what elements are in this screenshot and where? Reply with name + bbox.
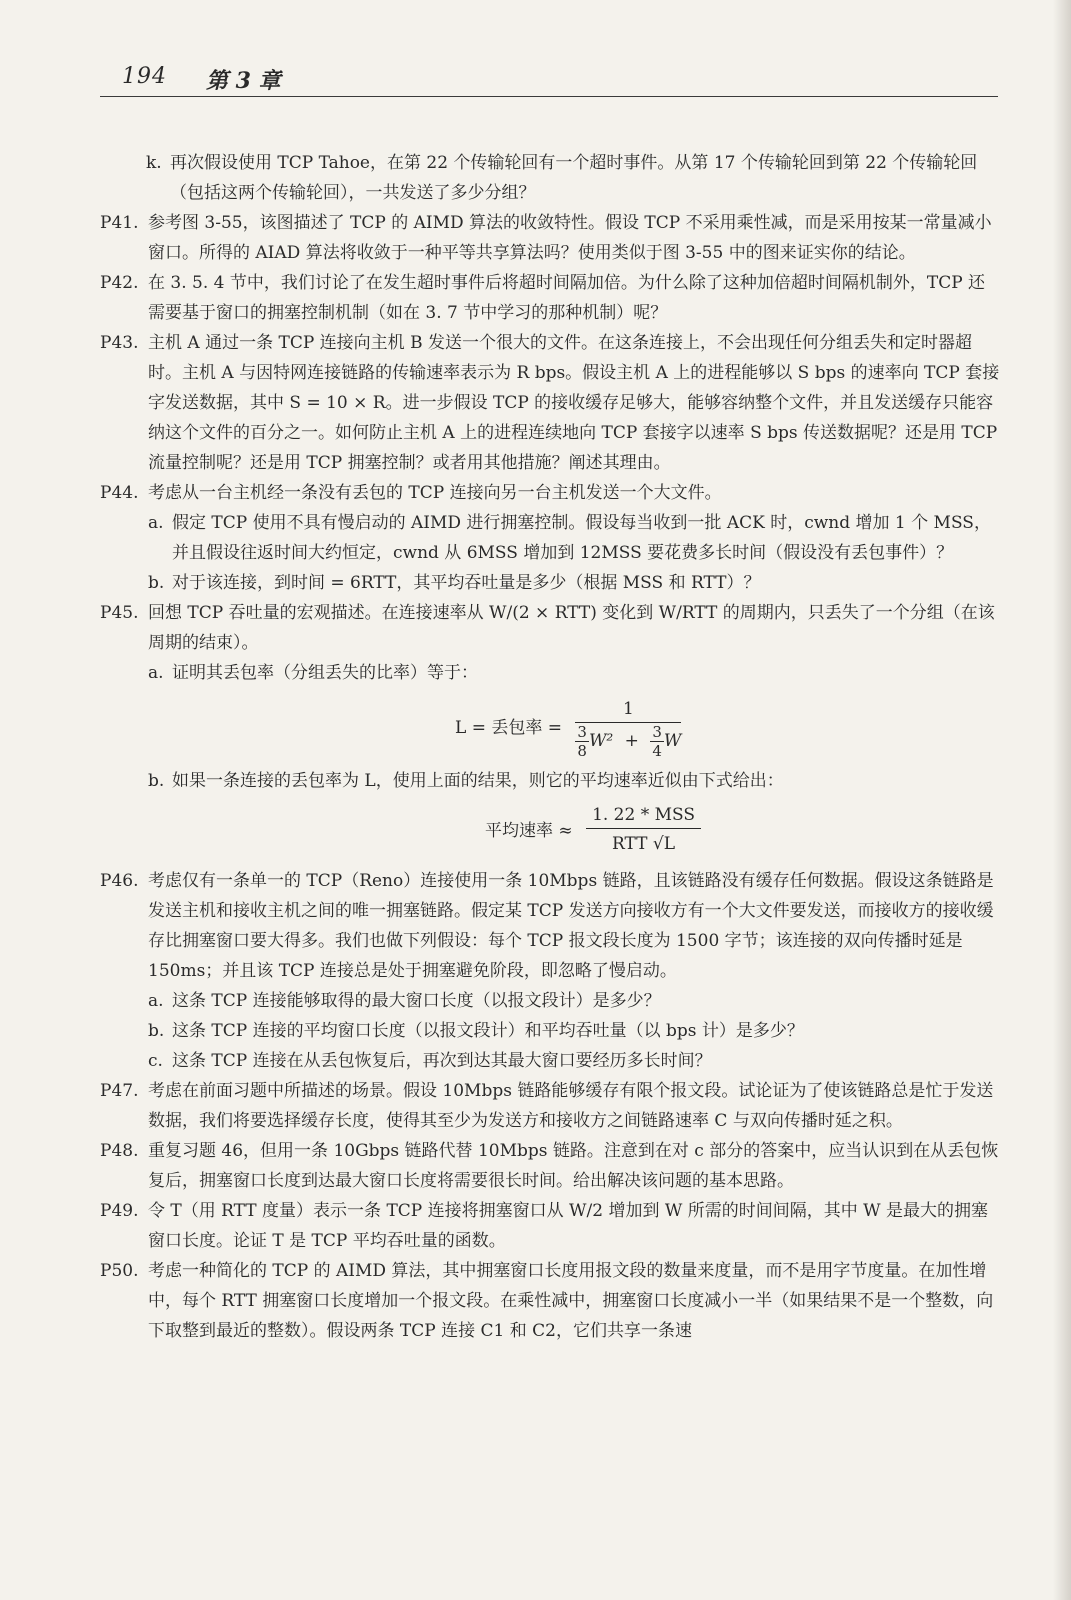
term2-coefficient: $\frac{3}{4}$ [652, 723, 662, 760]
problem-p47 [100, 1076, 1000, 1136]
problem-text: 考虑在前面习题中所描述的场景。假设 10Mbps 链路能够缓存有限个报文段。试论证为了使该链路总是忙于发送数据，我们将要选择缓存长度，使得其至少为发送方和接收方之间链路速率 C 与双向传播时延之积。 [148, 1081, 994, 1131]
problem-number: P49. [100, 1201, 139, 1221]
subquestion-label: a. [148, 663, 164, 683]
page-edge-shadow [1053, 0, 1071, 1600]
problem-number: P48. [100, 1141, 139, 1161]
average-rate-formula [100, 800, 1000, 864]
formula-numerator: 1. 22 * MSS [586, 802, 701, 829]
subquestion-text: 如果一条连接的丢包率为 L，使用上面的结果，则它的平均速率近似由下式给出： [172, 771, 784, 791]
subquestion-text: 对于该连接，到时间 = 6RTT，其平均吞吐量是多少（根据 MSS 和 RTT）？ [172, 573, 761, 593]
problem-number: P41. [100, 213, 139, 233]
subquestion [100, 1046, 1000, 1076]
problem-number: P50. [100, 1261, 139, 1281]
subquestion-text: 这条 TCP 连接在从丢包恢复后，再次到达其最大窗口要经历多长时间？ [172, 1051, 712, 1071]
formula-lhs: L = 丢包率 = [455, 718, 562, 738]
subquestion [100, 1016, 1000, 1046]
term2-variable: W [663, 731, 682, 751]
chapter-title: 第 3 章 [206, 68, 281, 94]
problem-p49 [100, 1196, 1000, 1256]
subquestion [100, 568, 1000, 598]
loss-rate-formula [100, 692, 1000, 764]
page-header [100, 58, 998, 97]
problem-text: 令 T（用 RTT 度量）表示一条 TCP 连接将拥塞窗口从 W/2 增加到 W 所需的时间间隔，其中 W 是最大的拥塞窗口长度。论证 T 是 TCP 平均吞吐量的函数。 [148, 1201, 989, 1251]
problem-text: 参考图 3-55，该图描述了 TCP 的 AIMD 算法的收敛特性。假设 TCP 不采用乘性减，而是采用按某一常量减小窗口。所得的 AIAD 算法将收敛于一种平等共享算法吗？使用类似于图 3-55 中的图来证实你的结论。 [148, 213, 992, 263]
subquestion-label: b. [148, 771, 165, 791]
problem-k-continued [100, 148, 1000, 208]
subquestion-label: b. [148, 573, 165, 593]
formula-fraction [575, 696, 681, 760]
problem-number: P46. [100, 871, 139, 891]
subquestion-label: c. [148, 1051, 163, 1071]
problem-p45 [100, 598, 1000, 658]
problem-list [100, 148, 1000, 1346]
subquestion-label: b. [148, 1021, 165, 1041]
problem-p43 [100, 328, 1000, 478]
item-text: 再次假设使用 TCP Tahoe，在第 22 个传输轮回有一个超时事件。从第 17 个传输轮回到第 22 个传输轮回（包括这两个传输轮回），一共发送了多少分组？ [170, 153, 978, 203]
problem-number: P42. [100, 273, 139, 293]
term1-variable: W² [588, 731, 614, 751]
problem-number: P45. [100, 603, 139, 623]
page-number: 194 [122, 64, 167, 89]
plus-sign: + [624, 731, 639, 751]
subquestion [100, 766, 1000, 796]
problem-p46 [100, 866, 1000, 986]
problem-text: 在 3. 5. 4 节中，我们讨论了在发生超时事件后将超时间隔加倍。为什么除了这种加倍超时间隔机制外，TCP 还需要基于窗口的拥塞控制机制（如在 3. 7 节中学习的那种机制）呢？ [148, 273, 986, 323]
formula-denominator [575, 723, 681, 760]
formula-numerator: 1 [575, 696, 681, 723]
problem-text: 主机 A 通过一条 TCP 连接向主机 B 发送一个很大的文件。在这条连接上，不会出现任何分组丢失和定时器超时。主机 A 与因特网连接链路的传输速率表示为 R bps。假设主机 A 上的进程能够以 S bps 的速率向 TCP 套接字发送数据，其中 S = 10 × R。进一步假设 TCP 的接收缓存足够大，能够容纳整个文件，并且发送缓存只能容纳这个文件的百分之一。如何防止主机 A 上的进程连续地向 TCP 套接字以速率 S bps 传送数据呢？还是用 TCP 流量控制呢？还是用 TCP 拥塞控制？或者用其他措施？阐述其理由。 [148, 333, 1000, 473]
subquestion [100, 986, 1000, 1016]
problem-number: P44. [100, 483, 139, 503]
problem-number: P47. [100, 1081, 139, 1101]
subquestion-label: a. [148, 991, 164, 1011]
problem-text: 重复习题 46，但用一条 10Gbps 链路代替 10Mbps 链路。注意到在对 c 部分的答案中，应当认识到在从丢包恢复后，拥塞窗口长度到达最大窗口长度将需要很长时间。给出解决该问题的基本思路。 [148, 1141, 999, 1191]
problem-p50 [100, 1256, 1000, 1346]
problem-p44 [100, 478, 1000, 508]
term1-coefficient: $\frac{3}{8}$ [577, 723, 587, 760]
formula-lhs: 平均速率 ≈ [485, 820, 573, 841]
subquestion-text: 这条 TCP 连接能够取得的最大窗口长度（以报文段计）是多少？ [172, 991, 661, 1011]
subquestion-label: a. [148, 513, 164, 533]
subquestion-text: 假定 TCP 使用不具有慢启动的 AIMD 进行拥塞控制。假设每当收到一批 ACK 时，cwnd 增加 1 个 MSS，并且假设往返时间大约恒定，cwnd 从 6MSS 增加到 12MSS 要花费多长时间（假设没有丢包事件）？ [172, 513, 991, 563]
subquestion [100, 508, 1000, 568]
problem-p42 [100, 268, 1000, 328]
problem-text: 考虑从一台主机经一条没有丢包的 TCP 连接向另一台主机发送一个大文件。 [148, 483, 722, 503]
problem-text: 回想 TCP 吞吐量的宏观描述。在连接速率从 W/(2 × RTT) 变化到 W/RTT 的周期内，只丢失了一个分组（在该周期的结束）。 [148, 603, 995, 653]
formula-denominator: RTT √L [612, 834, 676, 854]
problem-number: P43. [100, 333, 139, 353]
subquestion [100, 658, 1000, 688]
problem-p41 [100, 208, 1000, 268]
formula-fraction [586, 802, 701, 859]
problem-p48 [100, 1136, 1000, 1196]
problem-text: 考虑仅有一条单一的 TCP（Reno）连接使用一条 10Mbps 链路，且该链路没有缓存任何数据。假设这条链路是发送主机和接收主机之间的唯一拥塞链路。假定某 TCP 发送方向接收方有一个大文件要发送，而接收方的接收缓存比拥塞窗口要大得多。我们也做下列假设：每个 TCP 报文段长度为 1500 字节；该连接的双向传播时延是 150ms；并且该 TCP 连接总是处于拥塞避免阶段，即忽略了慢启动。 [148, 871, 994, 981]
item-label: k. [146, 153, 162, 173]
subquestion-text: 证明其丢包率（分组丢失的比率）等于： [172, 663, 478, 683]
problem-text: 考虑一种简化的 TCP 的 AIMD 算法，其中拥塞窗口长度用报文段的数量来度量，而不是用字节度量。在加性增中，每个 RTT 拥塞窗口长度增加一个报文段。在乘性减中，拥塞窗口长度减小一半（如果结果不是一个整数，向下取整到最近的整数）。假设两条 TCP 连接 C1 和 C2，它们共享一条速 [148, 1261, 994, 1341]
subquestion-text: 这条 TCP 连接的平均窗口长度（以报文段计）和平均吞吐量（以 bps 计）是多少？ [172, 1021, 804, 1041]
